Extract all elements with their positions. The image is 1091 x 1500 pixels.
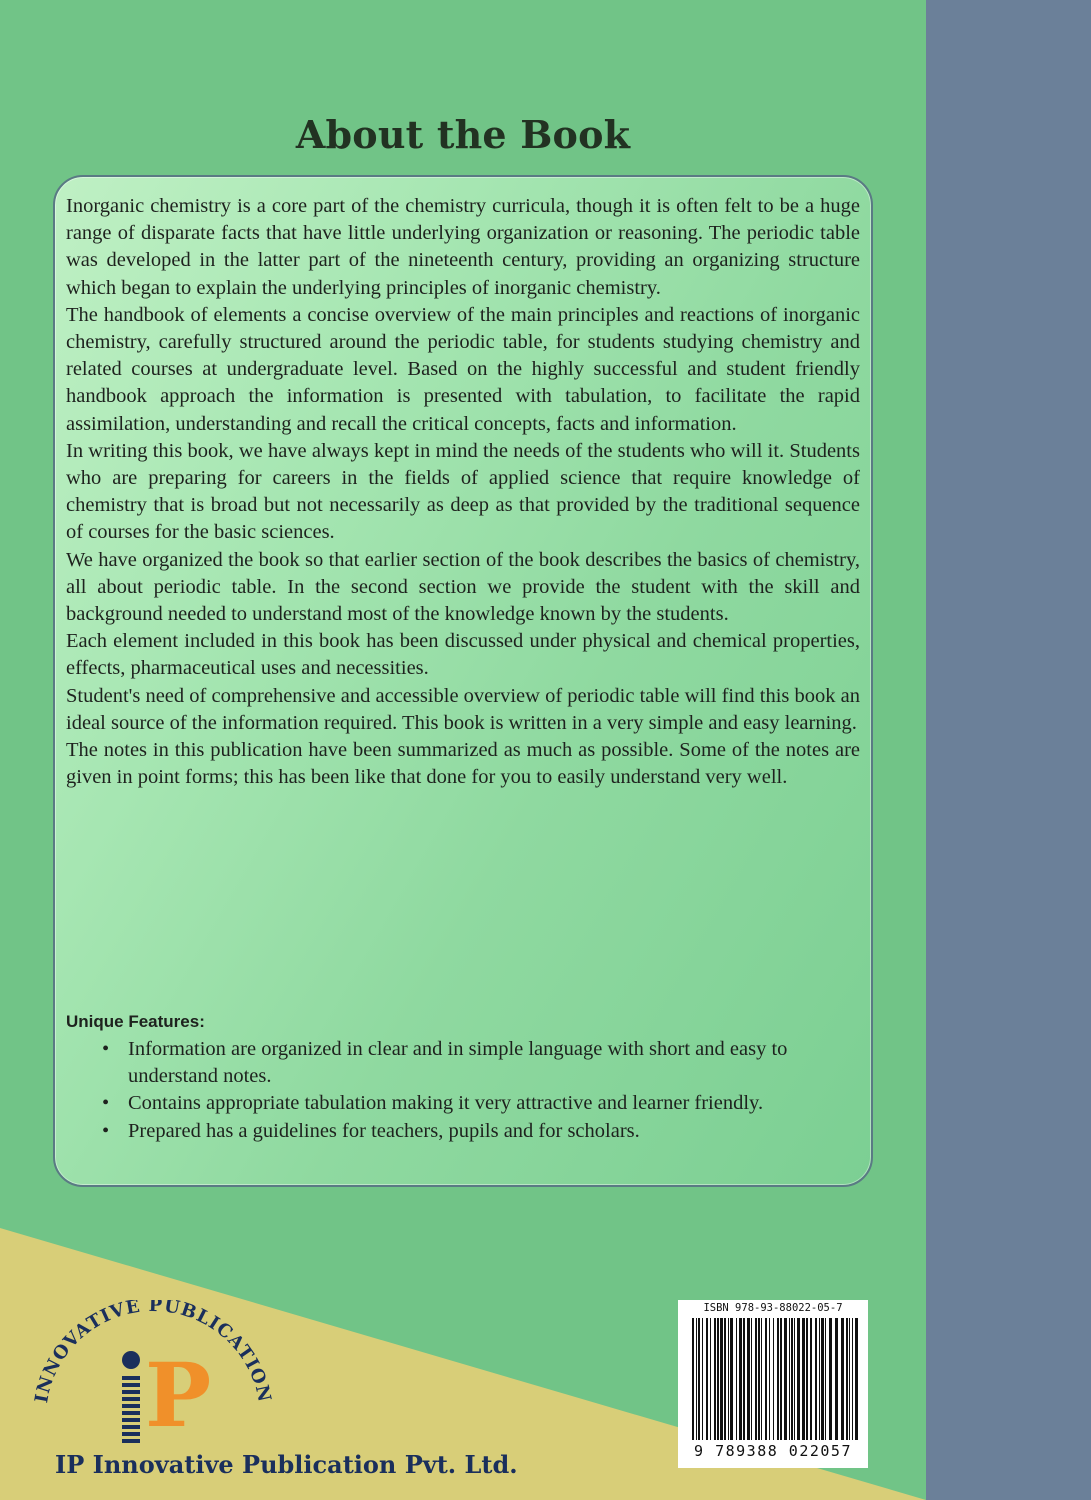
publisher-logo	[28, 1300, 273, 1450]
barcode-bar	[761, 1318, 762, 1440]
barcode-bar	[717, 1318, 719, 1440]
isbn-digits: 9 789388 022057	[694, 1442, 852, 1460]
barcode-bar	[849, 1318, 850, 1440]
feature-text: Information are organized in clear and in simple language with short and easy to understand notes.	[128, 1038, 788, 1088]
about-paragraph: The handbook of elements a concise overview of the main principles and reactions of inorganic chemistry, carefully structured around the periodic table, for students studying chemistry and related courses at undergraduate level. Based on the highly successful and student friendly handbook approach the information is presented with tabulation, to facilitate the rapid assimilation, understanding and recall the critical concepts, facts and information.	[66, 303, 860, 435]
barcode-bar	[789, 1318, 790, 1440]
barcode-bar	[794, 1318, 795, 1440]
about-paragraph: The notes in this publication have been summarized as much as possible. Some of the notes are given in point forms; this has been like that done for you to easily understand very well.	[66, 739, 860, 789]
about-text	[66, 193, 860, 791]
feature-item	[98, 1036, 860, 1090]
barcode-bar	[806, 1318, 808, 1440]
barcode-bar	[802, 1318, 805, 1440]
bullet-icon: •	[102, 1038, 110, 1060]
barcode-bar	[773, 1318, 774, 1440]
features-list	[98, 1036, 860, 1145]
barcode-bar	[724, 1318, 726, 1440]
barcode-bar	[780, 1318, 782, 1440]
barcode-bar	[829, 1318, 832, 1440]
logo-arc-text: INNOVATIVE PUBLICATION	[31, 1300, 273, 1405]
barcode-bar	[730, 1318, 733, 1440]
barcode-bar	[714, 1318, 716, 1440]
barcode-bar	[841, 1318, 844, 1440]
spine-strip	[926, 0, 1091, 1500]
barcode-bar	[855, 1318, 858, 1440]
feature-item	[98, 1118, 860, 1145]
barcode-bar	[852, 1318, 853, 1440]
barcode-bar	[751, 1318, 752, 1440]
barcode-bar	[736, 1318, 737, 1440]
barcode-bar	[698, 1318, 700, 1440]
barcode-bar	[743, 1318, 745, 1440]
bullet-icon: •	[102, 1092, 110, 1115]
isbn-barcode	[678, 1300, 868, 1468]
barcode-bar	[696, 1318, 697, 1440]
about-paragraph: Student's need of comprehensive and accessible overview of periodic table will find this book an ideal source of the information required. This book is written in a very simple and easy learning.	[66, 684, 860, 734]
feature-item	[98, 1090, 860, 1117]
barcode-bar	[755, 1318, 757, 1440]
barcode-bar	[728, 1318, 729, 1440]
barcode-bar	[846, 1318, 848, 1440]
barcode-bar	[825, 1318, 826, 1440]
barcode-bar	[739, 1318, 742, 1440]
isbn-label: ISBN 978-93-88022-05-7	[703, 1302, 843, 1314]
barcode-bar	[720, 1318, 723, 1440]
barcode-bar	[815, 1318, 817, 1440]
barcode-bar	[710, 1318, 711, 1440]
about-paragraph: Inorganic chemistry is a core part of the chemistry curricula, though it is often felt to be a huge range of disparate facts that have little underlying organization or reasoning. The periodic table was developed in the latter part of the nineteenth century, providing an organizing structure which began to explain the underlying principles of inorganic chemistry.	[66, 195, 860, 299]
barcode-bar	[797, 1318, 800, 1440]
feature-text: Contains appropriate tabulation making it very attractive and learner friendly.	[128, 1092, 764, 1115]
barcode-bar	[758, 1318, 760, 1440]
barcode-bar	[702, 1318, 703, 1440]
barcode-bar	[784, 1318, 787, 1440]
barcode-bar	[747, 1318, 750, 1440]
barcode-bar	[765, 1318, 767, 1440]
barcode-bar	[769, 1318, 770, 1440]
publisher-name: IP Innovative Publication Pvt. Ltd.	[55, 1450, 518, 1479]
barcode-bar	[777, 1318, 779, 1440]
about-paragraph: We have organized the book so that earlier section of the book describes the basics of chemistry, all about periodic table. In the second section we provide the student with the skill and background needed to understand most of the knowledge known by the students.	[66, 548, 860, 626]
barcode-bar	[819, 1318, 820, 1440]
barcode-bar	[810, 1318, 812, 1440]
barcode-bar	[835, 1318, 838, 1440]
feature-text: Prepared has a guidelines for teachers, pupils and for scholars.	[128, 1119, 640, 1142]
about-paragraph: Each element included in this book has been discussed under physical and chemical properties, effects, pharmaceutical uses and necessities.	[66, 630, 860, 680]
features-heading: Unique Features:	[66, 1012, 205, 1031]
barcode-bar	[821, 1318, 824, 1440]
barcode-bar	[706, 1318, 708, 1440]
about-paragraph: In writing this book, we have always kept in mind the needs of the students who will it. Students who are preparing for careers in the fields of applied science that require knowledge of chemistry that is broad but not necessarily as deep as that provided by the traditional sequence of courses for the basic sciences.	[66, 439, 860, 544]
page-title: About the Book	[295, 112, 631, 157]
barcode-bar	[791, 1318, 793, 1440]
logo-p-letter: P	[145, 1343, 212, 1447]
logo-i-stem	[122, 1376, 140, 1443]
bullet-icon: •	[102, 1119, 110, 1142]
barcode-bar	[692, 1318, 694, 1440]
logo-graphic	[28, 1300, 273, 1450]
